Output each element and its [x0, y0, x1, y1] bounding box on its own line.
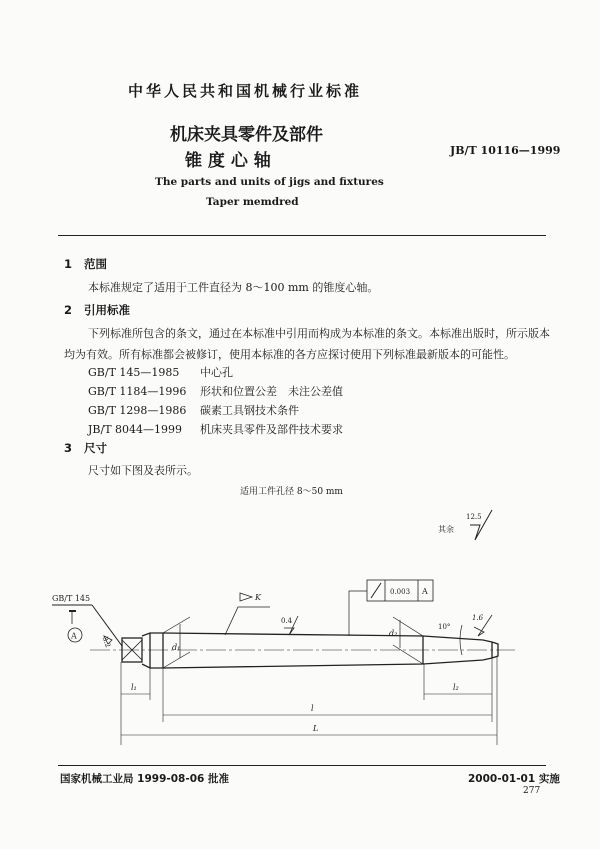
- d2-label: d₂: [389, 629, 398, 638]
- roughness-0-4: 0.4: [281, 617, 293, 625]
- tolerance-datum: A: [422, 587, 428, 596]
- shaft: [90, 633, 515, 668]
- doc-title: 机床夹具零件及部件: [170, 125, 323, 145]
- reference-item: GB/T 1298—1986 碳素工具钢技术条件: [88, 404, 299, 417]
- figure-caption: 适用工件孔径 8～50 mm: [240, 487, 343, 497]
- section-2-heading: 2 引用标准: [64, 303, 131, 317]
- english-subtitle: Taper memdred: [206, 196, 299, 208]
- reference-item: GB/T 1184—1996 形状和位置公差 未注公差值: [88, 385, 343, 398]
- doc-subtitle: 锥 度 心 轴: [185, 151, 271, 171]
- datum-label: A: [71, 631, 77, 641]
- section-2-body-1: 下列标准所包含的条文，通过在本标准中引用而构成为本标准的条文。本标准出版时，所示版本: [88, 327, 550, 340]
- section-3-body: 尺寸如下图及表所示。: [88, 464, 198, 477]
- org-title: 中华人民共和国机械行业标准: [128, 82, 363, 100]
- section-1-body: 本标准规定了适用于工件直径为 8～100 mm 的锥度心轴。: [88, 281, 379, 294]
- k-label: K: [255, 593, 261, 602]
- english-title: The parts and units of jigs and fixtures: [155, 176, 384, 188]
- rest-roughness-value: 12.5: [466, 513, 482, 521]
- standard-code: JB/T 10116—1999: [450, 144, 561, 157]
- effective-date: 2000-01-01 实施: [468, 773, 560, 785]
- rest-label: 其余: [438, 525, 454, 534]
- triangle-icon: [240, 593, 252, 601]
- footer-rule: [58, 765, 546, 766]
- d1-label: d₁: [172, 643, 181, 652]
- center-hole-label: GB/T 145: [52, 594, 91, 603]
- roughness-1-6: 1.6: [472, 614, 484, 622]
- l-label: l: [311, 704, 314, 713]
- page-number: 277: [523, 786, 541, 796]
- roughness-3-2: 3.2: [100, 635, 112, 649]
- l2-label: l₂: [453, 683, 459, 692]
- dimension-lines: [121, 656, 497, 745]
- l1-label: l₁: [131, 683, 137, 692]
- section-3-heading: 3 尺寸: [64, 441, 108, 455]
- reference-item: GB/T 145—1985 中心孔: [88, 366, 233, 379]
- reference-item: JB/T 8044—1999 机床夹具零件及部件技术要求: [88, 423, 343, 436]
- approval-text: 国家机械工业局 1999-08-06 批准: [60, 773, 229, 785]
- runout-icon: [371, 583, 381, 598]
- section-2-body-2: 均为有效。所有标准都会被修订，使用本标准的各方应探讨使用下列标准最新版本的可能性。: [64, 348, 515, 361]
- tolerance-value: 0.003: [390, 588, 411, 596]
- L-label: L: [313, 724, 319, 733]
- section-1-heading: 1 范围: [64, 257, 108, 271]
- angle-label: 10°: [438, 623, 451, 631]
